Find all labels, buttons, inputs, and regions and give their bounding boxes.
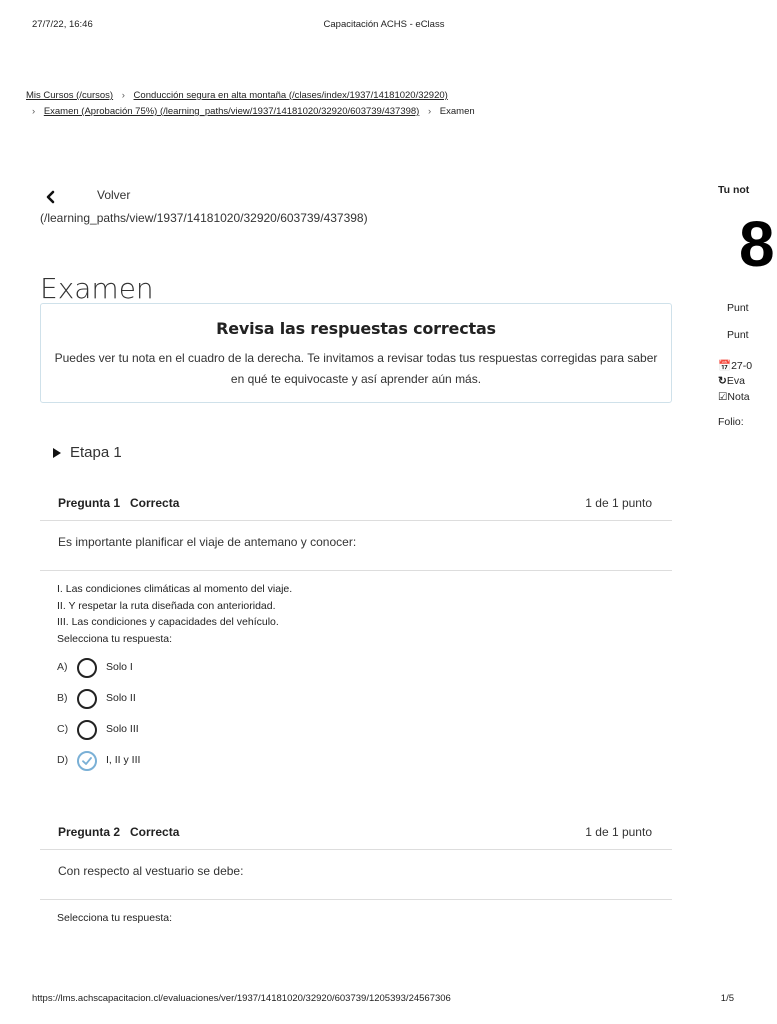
question-line: II. Y respetar la ruta diseñada con anterioridad. <box>57 599 276 612</box>
review-info-box <box>40 303 672 403</box>
breadcrumb-current: Examen <box>439 106 475 117</box>
question-points: 1 de 1 punto <box>585 496 652 510</box>
option-letter: B) <box>57 692 68 705</box>
breadcrumb-course[interactable]: Conducción segura en alta montaña (/clases/index/1937/14181020/32920) <box>133 90 448 101</box>
radio-button[interactable] <box>77 689 97 709</box>
option-text: Solo III <box>106 723 139 736</box>
nota-row <box>718 391 750 403</box>
back-path[interactable]: (/learning_paths/view/1937/14181020/32920/603739/437398) <box>40 211 368 225</box>
chevron-left-icon[interactable] <box>45 190 57 204</box>
grade-value: 8 <box>739 208 775 280</box>
question-label: Pregunta 2 Correcta <box>58 825 180 839</box>
print-date: 27/7/22, 16:46 <box>32 19 93 30</box>
calendar-icon: 📅 <box>718 360 732 372</box>
grade-panel-title: Tu not <box>718 184 750 196</box>
question-stem <box>40 521 672 571</box>
option-b[interactable] <box>57 683 672 714</box>
option-letter: D) <box>57 754 69 767</box>
checkbox-icon: ☑ <box>718 391 728 403</box>
grade-panel <box>717 182 777 432</box>
breadcrumb-separator: › <box>32 106 36 117</box>
question-stem <box>40 850 672 900</box>
option-text: Solo II <box>106 692 136 705</box>
option-text: I, II y III <box>106 754 141 767</box>
question-stem-text: Es importante planificar el viaje de antemano y conocer: <box>58 535 357 549</box>
folio-label: Folio: <box>718 416 744 428</box>
option-letter: A) <box>57 661 68 674</box>
question-2 <box>40 813 672 927</box>
question-line: III. Las condiciones y capacidades del vehículo. <box>57 616 279 628</box>
question-line: I. Las condiciones climáticas al momento del viaje. <box>57 583 293 595</box>
score-row: Punt <box>727 302 749 314</box>
date-row-text: 27-0 <box>731 360 753 372</box>
question-header <box>40 484 672 521</box>
option-letter: C) <box>57 723 69 736</box>
option-a[interactable] <box>57 652 672 683</box>
info-box-title: Revisa las respuestas correctas <box>216 319 496 338</box>
breadcrumb <box>26 88 726 120</box>
question-header <box>40 813 672 850</box>
radio-button[interactable] <box>77 720 97 740</box>
question-body <box>40 571 672 776</box>
print-page-number: 1/5 <box>720 993 734 1004</box>
breadcrumb-separator: › <box>427 106 432 117</box>
answer-options <box>57 652 672 776</box>
info-box-text: Puedes ver tu nota en el cuadro de la derecha. Te invitamos a revisar todas tus respuestas corregidas para saber en qué te equivocaste y así aprender aún más. <box>54 351 658 386</box>
stage-label: Etapa 1 <box>70 444 122 461</box>
option-text: Solo I <box>106 661 133 674</box>
stage-toggle[interactable] <box>52 444 122 461</box>
back-label[interactable]: Volver <box>97 188 131 202</box>
print-header <box>0 19 768 33</box>
question-stem-text: Con respecto al vestuario se debe: <box>58 864 244 878</box>
nota-row-text: Nota <box>727 391 750 403</box>
page-title: Examen <box>40 272 154 305</box>
question-label: Pregunta 1 Correcta <box>58 496 180 510</box>
radio-button-checked[interactable] <box>77 751 97 771</box>
eval-row <box>718 375 745 387</box>
breadcrumb-my-courses[interactable]: Mis Cursos (/cursos) <box>26 90 114 101</box>
radio-button[interactable] <box>77 658 97 678</box>
option-c[interactable] <box>57 714 672 745</box>
check-icon <box>81 755 93 767</box>
question-prompt: Selecciona tu respuesta: <box>57 632 172 645</box>
option-d[interactable] <box>57 745 672 776</box>
question-prompt: Selecciona tu respuesta: <box>57 912 172 924</box>
question-1 <box>40 484 672 776</box>
date-row <box>718 359 752 372</box>
score-row: Punt <box>727 329 749 341</box>
question-body <box>40 900 672 927</box>
print-title: Capacitación ACHS - eClass <box>323 19 445 30</box>
eval-row-text: Eva <box>726 375 745 387</box>
breadcrumb-separator: › <box>121 90 125 101</box>
refresh-icon: ↻ <box>718 375 727 387</box>
triangle-right-icon <box>52 448 62 458</box>
breadcrumb-exam-path[interactable]: Examen (Aprobación 75%) (/learning_paths/view/1937/14181020/32920/603739/437398) <box>43 106 420 117</box>
question-points: 1 de 1 punto <box>585 825 652 839</box>
print-url: https://lms.achscapacitacion.cl/evaluaciones/ver/1937/14181020/32920/603739/1205393/24567306 <box>32 993 451 1004</box>
